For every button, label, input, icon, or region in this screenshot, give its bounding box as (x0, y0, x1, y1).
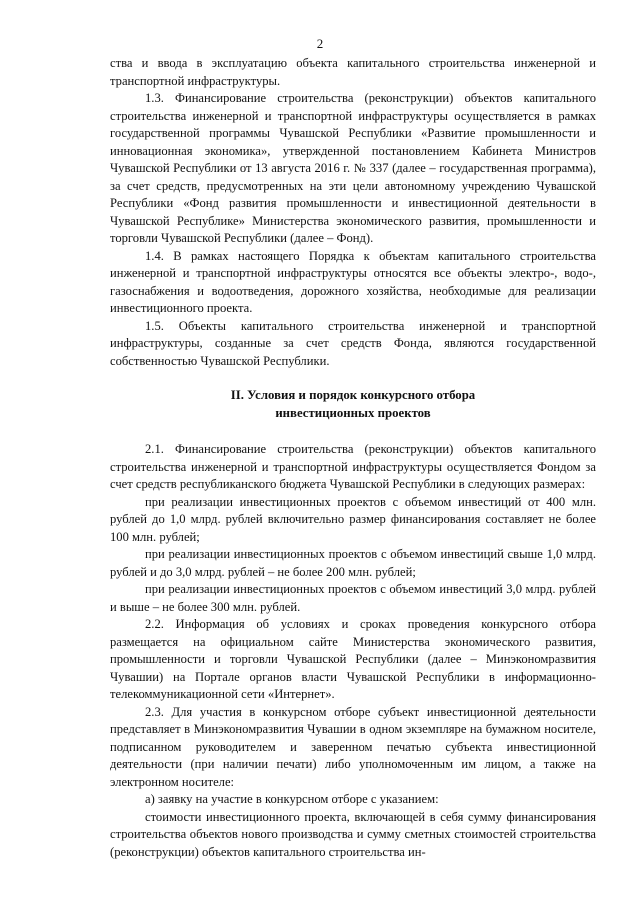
list-item-tier-2: при реализации инвестиционных проектов с объемом инвестиций свыше 1,0 млрд. рублей и до 3,0 млрд. рублей – не более 200 млн. рублей; (110, 547, 596, 579)
paragraph-1-5: 1.5. Объекты капитального строительства инженерной и транспортной инфраструктуры, созданные за счет средств Фонда, являются государственной собственностью Чувашской Республики. (110, 318, 596, 368)
paragraph-1-4: 1.4. В рамках настоящего Порядка к объектам капитального строительства инженерной и транспортной инфраструктуры относятся все объекты электро-, водо-, газоснабжения и водоотведения, дорожного хозяйства, необходимые для реализации инвестиционного проекта. (110, 248, 596, 315)
page-number: 2 (316, 36, 324, 51)
section-heading-line-2: инвестиционных проектов (275, 405, 431, 420)
subitem-a: а) заявку на участие в конкурсном отборе с указанием: (145, 792, 439, 806)
paragraph-1-3: 1.3. Финансирование строительства (реконструкции) объектов капитального строительства инженерной и транспортной инфраструктуры осуществляется в рамках государственной программы Чувашской Республики «Развитие промышленности и инновационная экономика», утвержденной постановлением Кабинета Министров Чувашской Республики от 13 августа 2016 г. № 337 (далее – государственная программа), за счет средств, предусмотренных на эти цели автономному учреждению Чувашской Республики «Фонд развития промышленности и инвестиционной деятельности в Чувашской Республике» Министерства экономического развития, промышленности и торговли Чувашской Республики (далее – Фонд). (110, 91, 596, 245)
paragraph-continuation: ства и ввода в эксплуатацию объекта капитального строительства инженерной и транспортной инфраструктуры. (110, 56, 596, 88)
list-item-tier-1: при реализации инвестиционных проектов с объемом инвестиций от 400 млн. рублей до 1,0 млрд. рублей включительно размер финансирования составляет не более 100 млн. рублей; (110, 494, 596, 544)
paragraph-project-cost: стоимости инвестиционного проекта, включающей в себя сумму финансирования строительства объектов нового производства и сумму сметных стоимостей строительства (реконструкции) объектов капитального строительства ин- (110, 809, 596, 859)
document-body (110, 55, 596, 861)
list-item-tier-3: при реализации инвестиционных проектов с объемом инвестиций 3,0 млрд. рублей и выше – не более 300 млн. рублей. (110, 582, 596, 614)
section-heading-line-1: II. Условия и порядок конкурсного отбора (230, 388, 476, 402)
paragraph-2-2: 2.2. Информация об условиях и сроках проведения конкурсного отбора размещается на официальном сайте Министерства экономического развития, промышленности и торговли Чувашской Республики (далее – Минэкономразвития Чувашии) на Портале органов власти Чувашской Республики в информационно-телекоммуникационной сети «Интернет». (110, 617, 596, 701)
section-heading (110, 387, 596, 422)
paragraph-2-1: 2.1. Финансирование строительства (реконструкции) объектов капитального строительства инженерной и транспортной инфраструктуры осуществляется Фондом за счет средств республиканского бюджета Чувашской Республики в следующих размерах: (110, 442, 596, 491)
paragraph-2-3: 2.3. Для участия в конкурсном отборе субъект инвестиционной деятельности представляет в Минэкономразвития Чувашии в одном экземпляре на бумажном носителе, подписанном руководителем и заверенном печатью субъекта инвестиционной деятельности (при наличии печати) либо уполномоченным им лицом, а также на электронном носителе: (110, 704, 596, 789)
